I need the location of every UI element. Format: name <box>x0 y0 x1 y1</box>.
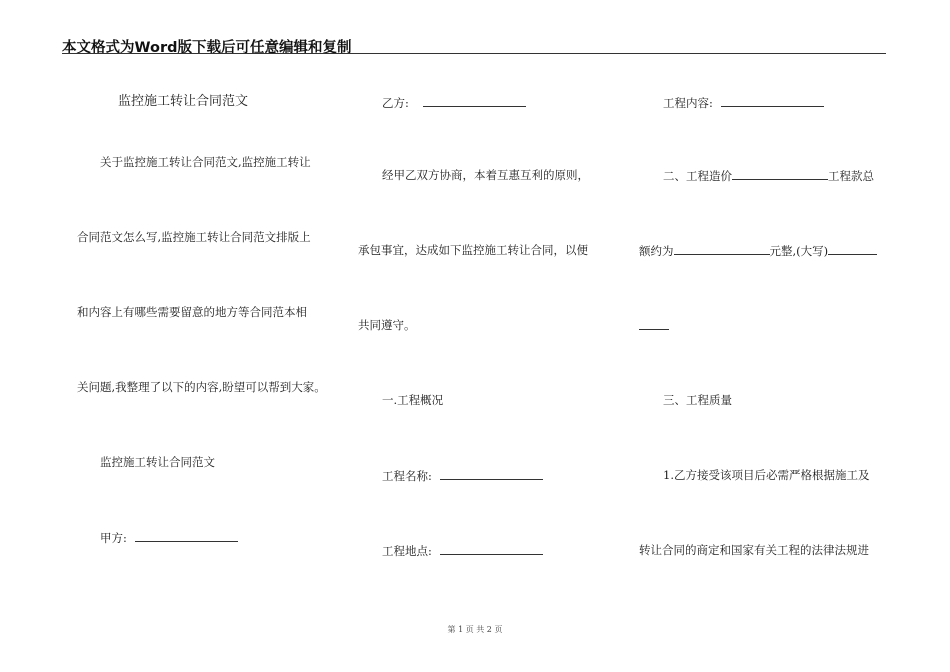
party-a-field <box>100 530 238 545</box>
intro-line-3: 和内容上有哪些需要留意的地方等合同范本相 <box>77 305 307 319</box>
agreement-line-1: 经甲乙双方协商，本着互惠互利的原则， <box>382 168 589 182</box>
header-divider <box>62 53 886 54</box>
project-name-label: 工程名称: <box>382 469 432 483</box>
cost-line-1 <box>663 168 874 183</box>
section-project-overview: 一.工程概况 <box>382 393 444 407</box>
amount-uppercase-blank-cont <box>639 318 669 330</box>
quality-line-2: 转让合同的商定和国家有关工程的法律法规进 <box>639 543 869 557</box>
amount-label: 额约为 <box>639 244 674 258</box>
project-name-blank <box>440 468 543 480</box>
section-project-cost: 二、工程造价 <box>663 169 732 183</box>
project-site-blank <box>440 543 543 555</box>
document-header: 本文格式为Word版下载后可任意编辑和复制 <box>62 40 352 56</box>
amount-unit-label: 元整,(大写) <box>769 244 829 258</box>
page-number: 第 1 页 共 2 页 <box>447 625 503 634</box>
section-subtitle: 监控施工转让合同范文 <box>100 455 215 469</box>
project-site-label: 工程地点: <box>382 544 432 558</box>
agreement-line-3: 共同遵守。 <box>358 318 416 332</box>
project-name-field <box>382 468 543 483</box>
intro-line-2: 合同范文怎么写,监控施工转让合同范文排版上 <box>77 230 311 244</box>
intro-line-1: 关于监控施工转让合同范文,监控施工转让 <box>100 155 311 169</box>
amount-uppercase-blank <box>828 243 877 255</box>
amount-blank <box>674 243 770 255</box>
cost-line-2 <box>639 243 877 258</box>
document-title: 监控施工转让合同范文 <box>118 94 249 109</box>
intro-line-4: 关问题,我整理了以下的内容,盼望可以帮到大家。 <box>77 380 326 394</box>
party-b-blank <box>423 95 526 107</box>
party-a-blank <box>135 530 238 542</box>
project-content-field <box>663 95 824 110</box>
party-b-field <box>382 95 526 110</box>
agreement-line-2: 承包事宜，达成如下监控施工转让合同，以便 <box>358 243 588 257</box>
cost-total-label: 工程款总 <box>828 169 874 183</box>
party-a-label: 甲方: <box>100 531 127 545</box>
quality-line-1: 1.乙方接受该项目后必需严格根据施工及 <box>663 468 870 482</box>
cost-line-3 <box>639 318 669 333</box>
project-content-blank <box>721 95 824 107</box>
project-site-field <box>382 543 543 558</box>
project-content-label: 工程内容: <box>663 96 713 110</box>
cost-blank <box>732 168 828 180</box>
section-project-quality: 三、工程质量 <box>663 393 732 407</box>
party-b-label: 乙方: <box>382 96 409 110</box>
